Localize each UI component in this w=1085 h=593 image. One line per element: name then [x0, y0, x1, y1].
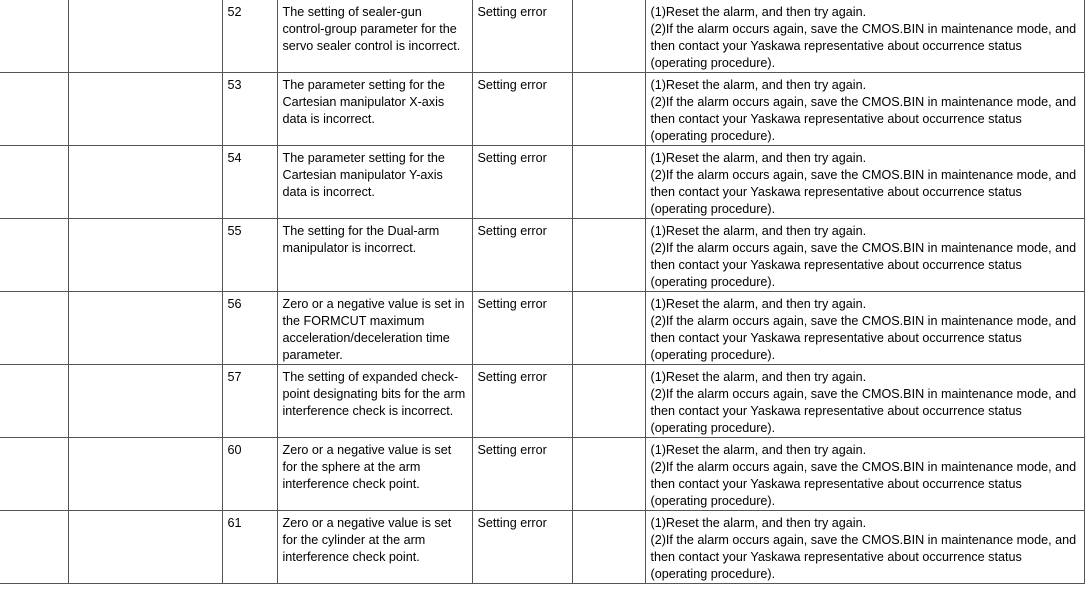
table-row	[0, 438, 1084, 511]
alarm-description-cell: The setting for the Dual-arm manipulator is incorrect.	[277, 219, 472, 292]
alarm-meaning-cell: Setting error	[472, 146, 572, 219]
table-row	[0, 0, 1084, 73]
alarm-col6-cell	[572, 73, 645, 146]
alarm-col2-cell	[68, 292, 222, 365]
alarm-code-cell: 54	[222, 146, 277, 219]
alarm-col1-cell	[0, 146, 68, 219]
alarm-col1-cell	[0, 219, 68, 292]
alarm-description-cell: Zero or a negative value is set for the cylinder at the arm interference check point.	[277, 511, 472, 584]
alarm-description-cell: Zero or a negative value is set for the sphere at the arm interference check point.	[277, 438, 472, 511]
alarm-remedy-cell: (1)Reset the alarm, and then try again. (2)If the alarm occurs again, save the CMOS.BIN in maintenance mode, and then contact your Yaskawa representative about occurrence status (operating procedure).	[645, 292, 1084, 365]
alarm-code-cell: 61	[222, 511, 277, 584]
alarm-col6-cell	[572, 219, 645, 292]
alarm-remedy-cell: (1)Reset the alarm, and then try again. (2)If the alarm occurs again, save the CMOS.BIN in maintenance mode, and then contact your Yaskawa representative about occurrence status (operating procedure).	[645, 511, 1084, 584]
alarm-col2-cell	[68, 219, 222, 292]
alarm-col2-cell	[68, 73, 222, 146]
alarm-col2-cell	[68, 365, 222, 438]
alarm-col1-cell	[0, 365, 68, 438]
alarm-description-cell: The setting of sealer-gun control-group parameter for the servo sealer control is incorrect.	[277, 0, 472, 73]
alarm-meaning-cell: Setting error	[472, 292, 572, 365]
alarm-col2-cell	[68, 511, 222, 584]
alarm-col1-cell	[0, 292, 68, 365]
alarm-col2-cell	[68, 146, 222, 219]
alarm-col6-cell	[572, 292, 645, 365]
alarm-col2-cell	[68, 0, 222, 73]
alarm-description-cell: The setting of expanded check-point designating bits for the arm interference check is incorrect.	[277, 365, 472, 438]
alarm-meaning-cell: Setting error	[472, 0, 572, 73]
alarm-meaning-cell: Setting error	[472, 365, 572, 438]
alarm-col6-cell	[572, 146, 645, 219]
alarm-meaning-cell: Setting error	[472, 219, 572, 292]
alarm-code-cell: 56	[222, 292, 277, 365]
table-row	[0, 73, 1084, 146]
alarm-col6-cell	[572, 511, 645, 584]
alarm-description-cell: Zero or a negative value is set in the FORMCUT maximum acceleration/deceleration time parameter.	[277, 292, 472, 365]
alarm-col1-cell	[0, 0, 68, 73]
alarm-col6-cell	[572, 438, 645, 511]
alarm-description-cell: The parameter setting for the Cartesian manipulator Y-axis data is incorrect.	[277, 146, 472, 219]
alarm-code-cell: 57	[222, 365, 277, 438]
alarm-remedy-cell: (1)Reset the alarm, and then try again. (2)If the alarm occurs again, save the CMOS.BIN in maintenance mode, and then contact your Yaskawa representative about occurrence status (operating procedure).	[645, 365, 1084, 438]
alarm-code-cell: 60	[222, 438, 277, 511]
table-row	[0, 365, 1084, 438]
alarm-col2-cell	[68, 438, 222, 511]
alarm-col6-cell	[572, 365, 645, 438]
table-row	[0, 146, 1084, 219]
alarm-col1-cell	[0, 73, 68, 146]
alarm-remedy-cell: (1)Reset the alarm, and then try again. (2)If the alarm occurs again, save the CMOS.BIN in maintenance mode, and then contact your Yaskawa representative about occurrence status (operating procedure).	[645, 438, 1084, 511]
alarm-code-cell: 55	[222, 219, 277, 292]
table-row	[0, 511, 1084, 584]
alarm-col6-cell	[572, 0, 645, 73]
alarm-description-cell: The parameter setting for the Cartesian manipulator X-axis data is incorrect.	[277, 73, 472, 146]
alarm-remedy-cell: (1)Reset the alarm, and then try again. (2)If the alarm occurs again, save the CMOS.BIN in maintenance mode, and then contact your Yaskawa representative about occurrence status (operating procedure).	[645, 219, 1084, 292]
alarm-meaning-cell: Setting error	[472, 73, 572, 146]
alarm-code-cell: 52	[222, 0, 277, 73]
alarm-col1-cell	[0, 438, 68, 511]
table-row	[0, 219, 1084, 292]
alarm-meaning-cell: Setting error	[472, 438, 572, 511]
alarm-remedy-cell: (1)Reset the alarm, and then try again. (2)If the alarm occurs again, save the CMOS.BIN in maintenance mode, and then contact your Yaskawa representative about occurrence status (operating procedure).	[645, 146, 1084, 219]
table-row	[0, 292, 1084, 365]
alarm-remedy-cell: (1)Reset the alarm, and then try again. (2)If the alarm occurs again, save the CMOS.BIN in maintenance mode, and then contact your Yaskawa representative about occurrence status (operating procedure).	[645, 0, 1084, 73]
alarm-meaning-cell: Setting error	[472, 511, 572, 584]
alarm-code-cell: 53	[222, 73, 277, 146]
alarm-remedy-cell: (1)Reset the alarm, and then try again. (2)If the alarm occurs again, save the CMOS.BIN in maintenance mode, and then contact your Yaskawa representative about occurrence status (operating procedure).	[645, 73, 1084, 146]
alarm-col1-cell	[0, 511, 68, 584]
